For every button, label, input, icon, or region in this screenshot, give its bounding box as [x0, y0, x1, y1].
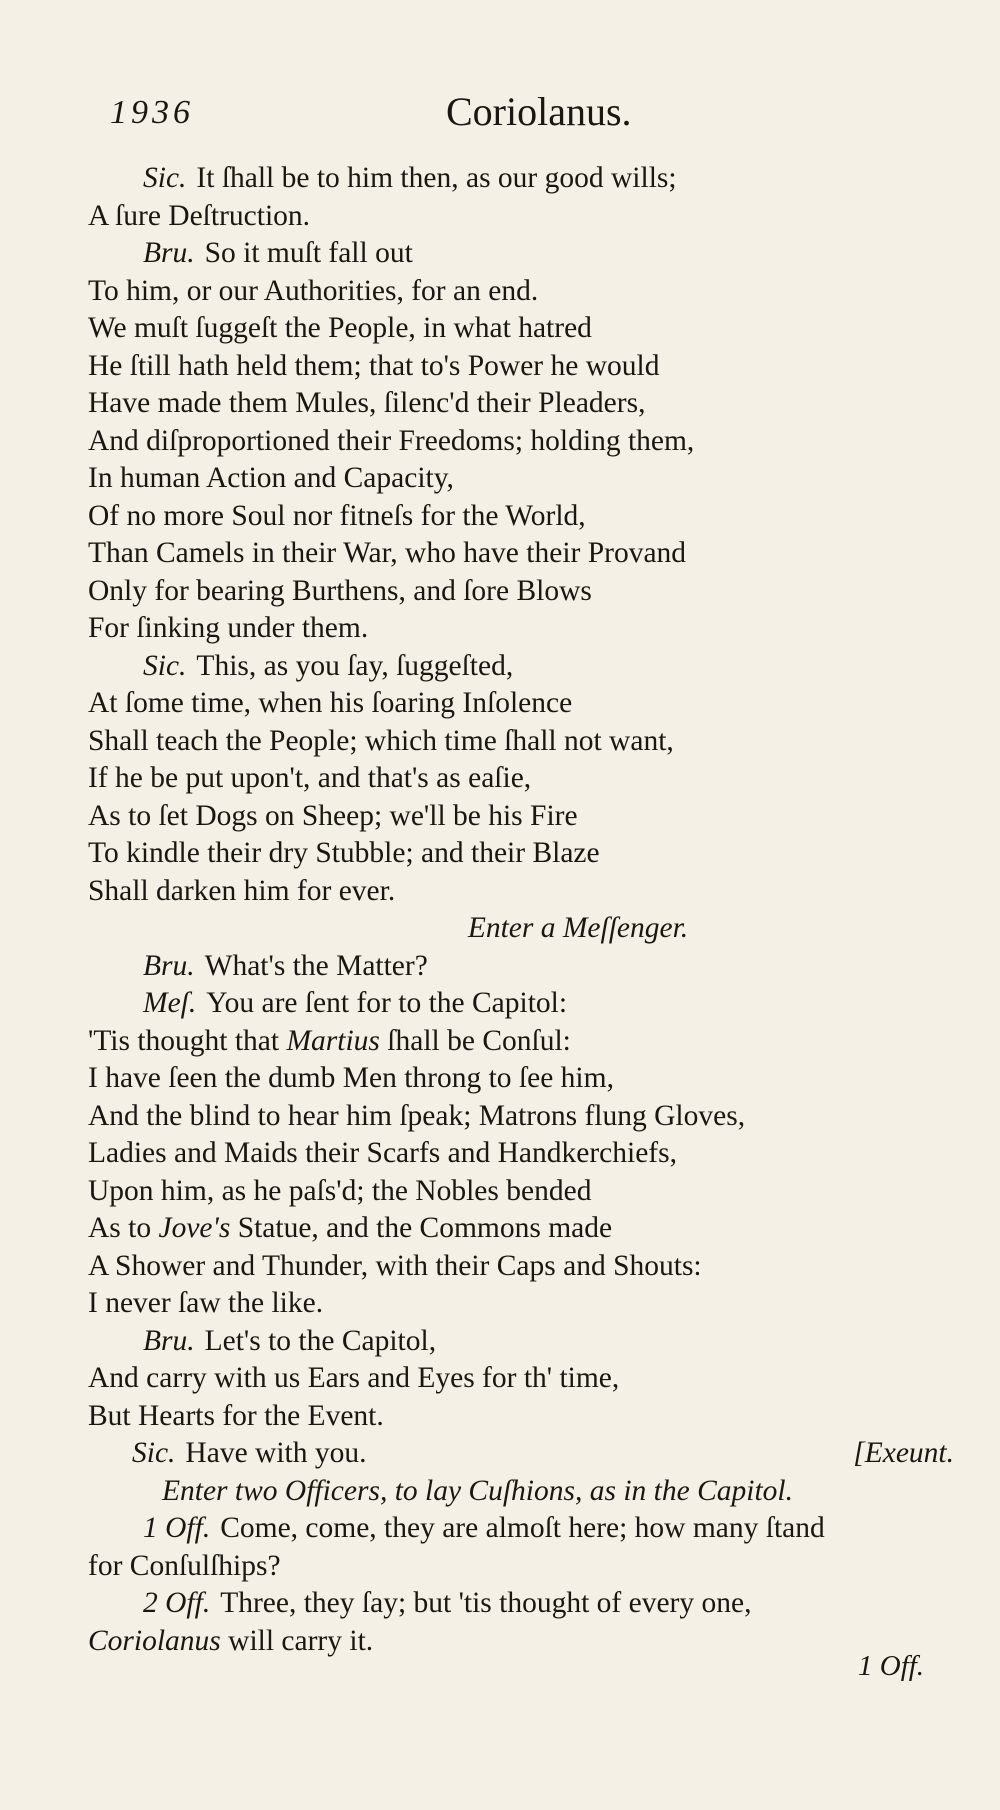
- speaker-label: Meſ.: [143, 987, 197, 1019]
- speech-line: [88, 948, 948, 986]
- verse-line: If he be put upon't, and that's as eaſie,: [88, 762, 532, 794]
- verse-line: We muſt ſuggeſt the People, in what hatred: [88, 312, 592, 344]
- speech-text: You are ſent for to the Capitol:: [206, 987, 568, 1019]
- stage-direction: Enter two Officers, to lay Cuſhions, as in the Capitol.: [162, 1474, 793, 1507]
- speaker-label: Bru.: [143, 949, 195, 982]
- catchword: 1 Off.: [858, 1650, 925, 1682]
- speech-text: This, as you ſay, ſuggeſted,: [196, 649, 514, 682]
- speech-line: [88, 648, 948, 686]
- speech-line: [88, 985, 948, 1023]
- speech-text: What's the Matter?: [204, 949, 428, 982]
- speech-line: [88, 1323, 948, 1361]
- verse-line: In human Action and Capacity,: [88, 462, 454, 494]
- verse-line: For ſinking under them.: [88, 612, 369, 644]
- verse-text: ſhall be Conſul:: [387, 1024, 571, 1057]
- verse-line: A Shower and Thunder, with their Caps and Shouts:: [88, 1249, 702, 1282]
- speaker-label: Bru.: [143, 237, 195, 269]
- verse-line: And the blind to hear him ſpeak; Matrons flung Gloves,: [88, 1099, 746, 1132]
- speaker-label: Sic.: [143, 162, 187, 194]
- verse-line: To him, or our Authorities, for an end.: [88, 274, 539, 307]
- speech-line: [88, 160, 948, 198]
- speech-line: [88, 235, 948, 273]
- verse-line: for Conſulſhips?: [88, 1549, 281, 1582]
- verse-line: Shall darken him for ever.: [88, 874, 396, 907]
- speech-text: So it muſt fall out: [204, 237, 413, 269]
- verse-line: He ſtill hath held them; that to's Power he would: [88, 349, 660, 382]
- verse-text: Statue, and the Commons made: [237, 1212, 613, 1244]
- verse-line: Upon him, as he paſs'd; the Nobles bended: [88, 1174, 592, 1207]
- play-text: [88, 160, 954, 1660]
- speaker-label: Bru.: [143, 1324, 195, 1357]
- verse-text: will carry it.: [228, 1624, 374, 1657]
- character-name: Martius: [286, 1024, 380, 1057]
- speech-text: Come, come, they are almoſt here; how many ſtand: [220, 1512, 825, 1544]
- running-title: Coriolanus.: [446, 89, 632, 134]
- page-header: [0, 88, 1000, 138]
- verse-line: And carry with us Ears and Eyes for th' time,: [88, 1362, 620, 1394]
- verse-line: A ſure Deſtruction.: [88, 199, 311, 232]
- verse-line: Than Camels in their War, who have their Provand: [88, 537, 687, 569]
- verse-line: Shall teach the People; which time ſhall not want,: [88, 724, 674, 757]
- verse-line: As to ſet Dogs on Sheep; we'll be his Fire: [88, 799, 578, 832]
- speech-text: It ſhall be to him then, as our good wills;: [196, 162, 677, 194]
- verse-line: [88, 1210, 948, 1248]
- speech-text: Have with you.: [185, 1437, 367, 1469]
- speaker-label: 2 Off.: [143, 1587, 211, 1619]
- page-number: 1936: [110, 94, 194, 131]
- verse-line: Ladies and Maids their Scarfs and Handkerchiefs,: [88, 1137, 677, 1169]
- verse-line: Only for bearing Burthens, and ſore Blows: [88, 574, 592, 607]
- verse-line: And diſproportioned their Freedoms; holding them,: [88, 424, 695, 457]
- stage-direction: Enter a Meſſenger.: [467, 912, 689, 944]
- speech-text: Let's to the Capitol,: [204, 1324, 437, 1357]
- verse-text: 'Tis thought that: [88, 1024, 280, 1057]
- verse-line: Of no more Soul nor fitneſs for the World,: [88, 499, 586, 532]
- exit-direction: [Exeunt.: [853, 1437, 954, 1469]
- speech-line: [88, 1585, 948, 1623]
- verse-line: I have ſeen the dumb Men throng to ſee him,: [88, 1062, 614, 1094]
- verse-line: [88, 1623, 948, 1661]
- speaker-label: 1 Off.: [143, 1512, 211, 1544]
- speech-text: Three, they ſay; but 'tis thought of every one,: [220, 1587, 752, 1619]
- speech-line: [88, 1510, 948, 1548]
- verse-line: At ſome time, when his ſoaring Inſolence: [88, 687, 573, 719]
- character-name: Coriolanus: [88, 1624, 221, 1657]
- verse-line: Have made them Mules, ſilenc'd their Pleaders,: [88, 387, 646, 419]
- speaker-label: Sic.: [143, 649, 187, 682]
- verse-line: To kindle their dry Stubble; and their Blaze: [88, 837, 600, 869]
- verse-line: But Hearts for the Event.: [88, 1399, 384, 1432]
- speaker-label: Sic.: [132, 1437, 176, 1469]
- verse-text: As to: [88, 1212, 152, 1244]
- character-name: Jove's: [158, 1212, 231, 1244]
- verse-line: [88, 1023, 948, 1061]
- speech-line: [88, 1435, 954, 1473]
- verse-line: I never ſaw the like.: [88, 1287, 324, 1319]
